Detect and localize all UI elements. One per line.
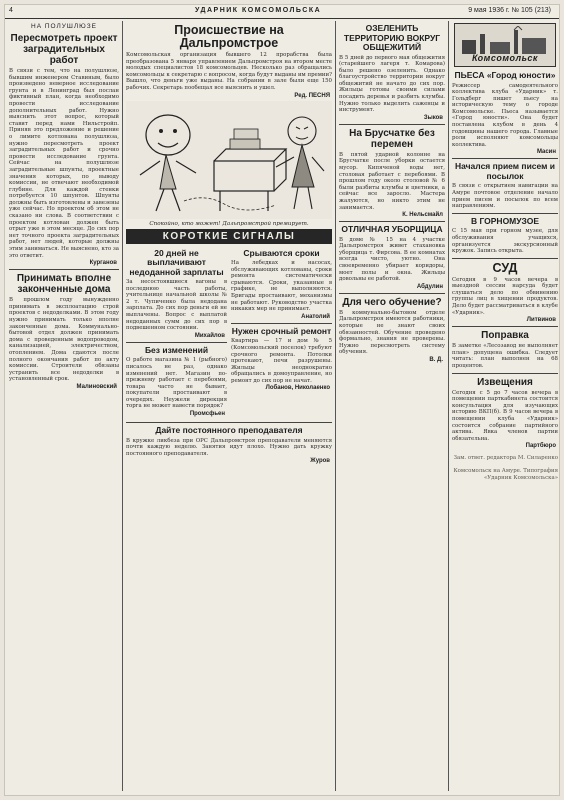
article-text: В коммунально-бытовом отделе Дальпромстроя имеются работники, которые не знают своих обязанностей. Обучение проведено формально, знания не проверены. Нужно пересмотреть систему обучения. xyxy=(339,309,445,356)
divider xyxy=(452,326,558,327)
rubric: НА ПОЛУШЛЮЗЕ xyxy=(31,23,97,30)
section-banner: КОРОТКИЕ СИГНАЛЫ xyxy=(126,229,332,244)
article-title: 20 дней не выплачивают недоданной зарплаты xyxy=(129,247,224,277)
article-text: В доме № 15 на 4 участке Дальпромстроя живет стахановка уборщица т. Фирсова. В ее комнатах всегда чисто, уютно. Она своевременно убирает коридоры, моет полы и окна. Жильцы довольны ее работой. xyxy=(339,236,445,283)
article-title: ОЗЕЛЕНИТЬ ТЕРРИТОРИЮ ВОКРУГ ОБЩЕЖИТИЙ xyxy=(343,23,441,52)
cartoon-caption: Спокойно, кто может! Дальпромстрой премирует. xyxy=(149,220,309,227)
newspaper-name: УДАРНИК КОМСОМОЛЬСКА xyxy=(195,7,322,14)
article-signature: Зыков xyxy=(423,114,443,121)
article-signature: Ред. ПЕСНЯ xyxy=(294,92,330,99)
article-title: ПЬЕСА «Город юности» xyxy=(454,70,556,80)
divider xyxy=(339,293,445,294)
column-2 xyxy=(126,21,332,793)
article-signature: Промсфьен xyxy=(189,411,225,418)
article-text: За несостоявшиеся вагоны в последнюю часть работы, учительнице начальной школы № 2 т. Чупиченко была недодана зарплата. До сих пор деньги ей не выплачены. Вопрос с выплатой недоданных сумм до сих пор в подвешенном состоянии. xyxy=(126,279,227,332)
column-3 xyxy=(339,21,445,793)
article-text: На лебедках и насосах, обслуживающих котлованы, сроки ремонта систематически срываются. Сроки, указанные в графике, не выполняются. Бригады простаивают, механизмы не работают. Руководство участка никаких мер не принимает. xyxy=(231,260,332,313)
factory-skyline-icon xyxy=(456,26,556,56)
cartoon-illustration xyxy=(126,101,332,219)
column-1 xyxy=(9,21,119,793)
article-text: В кружке ликбеза при ОРС Дальпромстроя преподаватели меняются почти каждую неделю. Занятия идут плохо. Нужно дать кружку постоянного преподавателя. xyxy=(126,437,332,457)
column-divider xyxy=(448,21,449,791)
article-title: В ГОРНОМУЗОЕ xyxy=(470,215,540,226)
printing-imprint: Комсомольск на Амуре. Типография «Ударник Комсомольска» xyxy=(453,467,558,481)
article-text: В пятой ударной колонне на Брусчатке после уборки остается мусор. Кипяченой воды нет, столовая работает с перебоями. В прошлом году около столовой № 6 были разбиты клумбы и цветники, а сейчас все заросло. Мастера жалуются, но никто этим не занимается. xyxy=(339,151,445,211)
signals-section xyxy=(126,246,332,420)
article-text: В 5 дней до первого мая общежития (старейшего лагеря т. Комарова) было решено озеленить. Однако благоустройство территории вокруг общежитий не начато до сих пор. Жильцы готовы своими силами посадить деревья и разбить клумбы. Нужно только выделить саженцы и инструмент. xyxy=(339,54,445,114)
article-title: Дайте постоянного преподавателя xyxy=(155,425,303,436)
article-text: В связи с открытием навигации на Амуре почтовое отделение начало прием писем и посылок по всем направлениям. xyxy=(452,183,558,210)
article-title: Срываются сроки xyxy=(243,247,320,258)
article-text: Режиссер самодеятельного коллектива клуба «Ударник» т. Гольдберг пишет пьесу на историческую тему о городе Комсомольске. Пьеса называется «Город юности». Она будет поставлена клубом в день 4 годовщины нашего города. Главные роли исполняют комсомольцы коллектива. xyxy=(452,82,558,148)
divider xyxy=(9,269,119,270)
article-title: Принимать вполне законченные дома xyxy=(16,273,112,296)
article-title: Поправка xyxy=(481,330,529,342)
article-signature: Журов xyxy=(310,458,330,465)
article-signature: Анатолий xyxy=(301,313,330,320)
article-signature: Партбюро xyxy=(525,443,556,450)
masthead xyxy=(5,5,559,19)
article-signature: В. Д. xyxy=(429,357,443,363)
divider xyxy=(452,258,558,259)
article-text: Квартира — 17 и дом № 5 (Комсомольский поселок) требуют срочного ремонта. Потолки протекают, печи разрушены. Жильцы неоднократно обращались в домоуправление, но ремонт до сих пор не начат. xyxy=(231,338,332,384)
divider xyxy=(231,323,332,324)
article-signature: Курганов xyxy=(89,260,117,267)
article-text: Сегодня с 5 до 7 часов вечера в помещении парткабинета состоится консультация для изучающих историю ВКП(б). В 9 часов вечера в помещении клуба «Ударник» состоится собрание партийного актива. Явка членов партии обязательна. xyxy=(452,389,558,442)
article-signature: Михайлов xyxy=(194,332,225,339)
column-divider xyxy=(335,21,336,791)
article-title: ОТЛИЧНАЯ УБОРЩИЦА xyxy=(341,224,443,235)
article-title: На Брусчатке без перемен xyxy=(349,127,435,150)
article-signature: Лобанов, Николаенко xyxy=(265,385,330,392)
divider xyxy=(339,221,445,222)
article-signature: Масин xyxy=(536,149,556,156)
signals-left xyxy=(126,246,227,420)
article-text: Сегодня в 9 часов вечера в выездной сессии нарсуда будет слушаться дело по обвинению группы лиц в хищении продуктов. Дело будет рассматриваться в клубе «Ударник». xyxy=(452,276,558,316)
article-title: СУД xyxy=(492,260,518,275)
divider xyxy=(339,124,445,125)
article-text: Комсомольская организация бывшего 12 прорабства была преобразована 5 января управлением Дальпромстроя на втором месте молодых специалистов 18 комсомольцев. Несколько раз обращались комсомольцы к секретарю с вопросом, когда будут выданы им премии? Вышло, что деньги уже выданы. На собрании в зале были еще 150 рабочих. Секретарь пообещал все выяснить и ушел. xyxy=(126,52,332,91)
article-signature: Абдулин xyxy=(416,283,443,290)
article-title: Пересмотреть проект заградительных работ xyxy=(10,33,118,66)
issue-date: 9 мая 1936 г. № 105 (213) xyxy=(468,7,551,14)
divider xyxy=(126,342,227,343)
article-title: Без изменений xyxy=(144,344,209,355)
signals-right xyxy=(231,246,332,420)
logo-text: Комсомольск xyxy=(471,53,538,63)
city-logo xyxy=(454,23,556,67)
article-title: Нужен срочный ремонт xyxy=(231,325,332,336)
article-title: Начался прием писем и посылок xyxy=(454,161,556,181)
editor-credit: Зам. ответ. редактора М. Силаренко xyxy=(453,455,558,462)
article-title: Для чего обучение? xyxy=(342,296,442,308)
divider xyxy=(452,373,558,374)
article-title: Происшествие на Дальпромстрое xyxy=(174,23,284,50)
column-divider xyxy=(122,21,123,791)
article-text: О работе магазина № 1 (рыбного) писалось не раз, однако изменений нет. Магазин по-прежнему работает с перебоями, товара часто не бывает, покупатели простаивают в очередях. Неужели дирекция торга не может навести порядок? xyxy=(126,357,227,410)
divider xyxy=(452,213,558,214)
article-signature: Литвинов xyxy=(526,317,556,324)
article-text: В связи с тем, что на полушлюзе, бывшим инженером Ставиным, было произведено неверное исследование грунта и в Ленинград был послан фиктивный план, когда необходимо провести исследование дополнительных работ. Нужно выяснить этот вопрос, который ставит перед нами Нильстройп. Приняв это предложение и решение о лимите котлована полушлюза, нужно пересмотреть проект заградительных работ и срочно провести исследование грунта. Сейчас на полушлюзе заградительные шпунты, проектные значения которых, по выводу комиссии, не отвечают необходимой глубине. Для каждой стенки потребуется 10 шпунтов. Шпунты должны быть изготовлены и завезены уже сейчас. Но проектом об этом не сказано ни слова. В соответствии с проектом котлован должен быть отрыт уже в этом месяце. До сих пор нет точного проекта заградительных работ, нет людей, которые должны этим заниматься. Не выяснено, кто за это ответит. xyxy=(9,68,119,259)
column-4 xyxy=(452,21,558,793)
divider xyxy=(452,158,558,159)
divider xyxy=(126,422,332,423)
page-number: 4 xyxy=(9,7,13,14)
article-signature: К. Нельсмайл xyxy=(402,212,443,219)
newspaper-page xyxy=(4,4,560,796)
article-signature: Малиновский xyxy=(76,383,117,390)
article-text: В заметке «Лесозавод не выполняет план» допущена ошибка. Следует читать: план выполнен на 68 процентов. xyxy=(452,343,558,370)
article-text: В прошлом году вынужденно принимать в эксплоатацию строй проектов с недоделками. В этом году нужно принимать только вполне законченные дома. Коммунально-бытовой отдел должен принимать дома с проведенным водопроводом, канализацией, электричеством, отоплением. Дома сдаются после полного окончания работ по акту комиссии. Строители обязаны устранить все недоделки в установленный срок. xyxy=(9,297,119,383)
article-title: Извещения xyxy=(477,376,533,388)
article-text: С 15 мая при горном музее, для обслуживания учащихся, организуется экскурсионный кружок. Запись открыта. xyxy=(452,228,558,255)
